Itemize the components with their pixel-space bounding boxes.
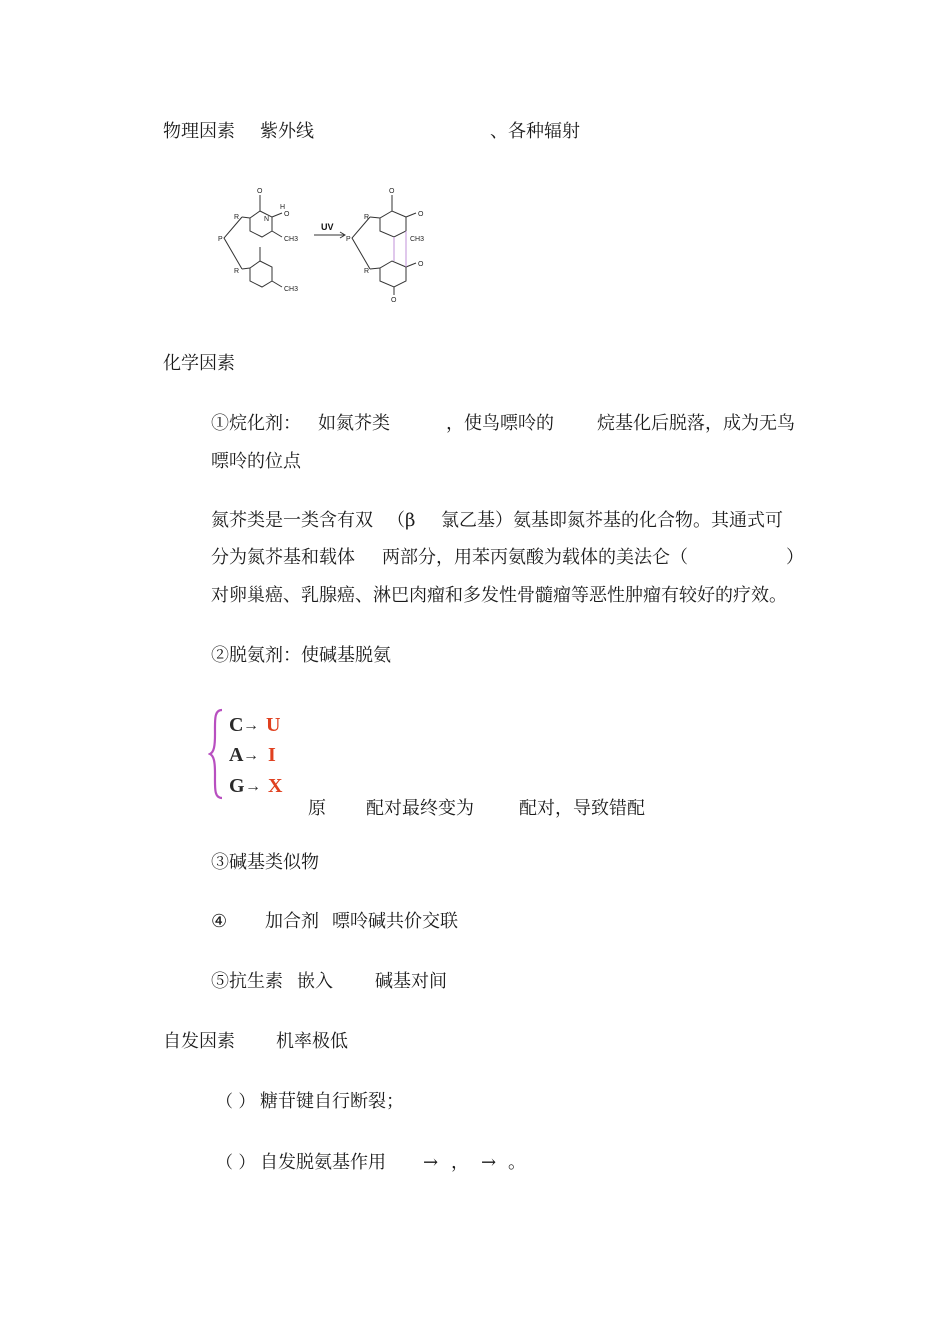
atom-h: H <box>280 204 286 211</box>
mustard-l1b: （β <box>387 510 416 531</box>
adduct-num: ④ <box>211 911 228 932</box>
atom-o5: O <box>418 261 424 268</box>
mustard-l1c: 氯乙基）氨基即氮芥基的化合物。其通式可 <box>441 510 783 531</box>
base-to-x: X <box>268 775 283 797</box>
group-ch3-2: CH3 <box>284 286 299 293</box>
base-from-c: C <box>229 714 244 736</box>
alkylating-desc2: 烷基化后脱落，成为无鸟 <box>597 413 795 434</box>
mustard-l2a: 分为氮芥基和载体 <box>211 547 355 568</box>
mustard-l2b: 两部分，用苯丙氨酸为载体的美法仑（ <box>382 547 688 568</box>
spontaneous-item2-paren: （ ） <box>216 1153 256 1173</box>
arrow-icon: → <box>423 1152 439 1173</box>
arrow-icon: → <box>243 717 259 734</box>
mustard-l1a: 氮芥类是一类含有双 <box>211 510 373 531</box>
pairing-a: 原 <box>308 798 326 819</box>
antibiotic-c: 碱基对间 <box>375 971 447 992</box>
arrow-icon: → <box>245 778 261 795</box>
spontaneous-item2-text: 自发脱氨基作用 <box>260 1152 386 1173</box>
atom-r2: R <box>234 268 240 275</box>
alkylating-line2: 嘌呤的位点 <box>211 451 301 472</box>
arrow-icon: → <box>243 747 259 764</box>
base-to-u: U <box>266 714 281 736</box>
alkylating-desc1: ，使鸟嘌呤的 <box>446 413 554 434</box>
adduct-a: 加合剂 <box>265 911 319 932</box>
atom-o4: O <box>418 211 424 218</box>
comma: ， <box>451 1152 469 1173</box>
atom-n: N <box>264 216 270 223</box>
arrow-icon: → <box>481 1152 497 1173</box>
group-ch3: CH3 <box>284 236 299 243</box>
mustard-l2c: ） <box>786 547 804 568</box>
atom-o3: O <box>389 188 395 195</box>
brace <box>210 710 222 798</box>
atom-r4: R <box>364 268 370 275</box>
atom-r3: R <box>364 214 370 221</box>
atom-o6: O <box>391 297 397 303</box>
chemical-factors-label: 化学因素 <box>163 353 235 374</box>
spontaneous-rate: 机率极低 <box>276 1031 348 1052</box>
period: 。 <box>508 1152 526 1173</box>
antibiotic-a: ⑤抗生素 <box>211 971 283 992</box>
pairing-b: 配对最终变为 <box>366 798 474 819</box>
physical-item-uv: 紫外线 <box>260 121 314 142</box>
atom-p2: P <box>346 236 351 243</box>
base-change-diagram <box>208 706 298 802</box>
atom-o2: O <box>284 211 290 218</box>
thymine-dimer-figure <box>210 183 450 303</box>
physical-factors-label: 物理因素 <box>163 121 235 142</box>
alkylating-example: 如氮芥类 <box>318 413 390 434</box>
uv-arrow-label: UV <box>321 222 334 232</box>
spontaneous-item1-text: 糖苷键自行断裂； <box>260 1091 404 1112</box>
alkylating-head: ①烷化剂： <box>211 413 301 434</box>
group-ch3-3: CH3 <box>410 236 425 243</box>
atom-p: P <box>218 236 223 243</box>
pairing-c: 配对，导致错配 <box>519 798 645 819</box>
adduct-b: 嘌呤碱共价交联 <box>332 911 458 932</box>
spontaneous-item1-paren: （ ） <box>216 1092 256 1112</box>
antibiotic-b: 嵌入 <box>297 971 333 992</box>
spontaneous-factors-label: 自发因素 <box>163 1031 235 1052</box>
base-to-i: I <box>268 744 276 766</box>
physical-item-radiation: 、各种辐射 <box>490 121 580 142</box>
base-analogs: ③碱基类似物 <box>211 852 319 873</box>
base-from-a: A <box>229 744 244 766</box>
mustard-l3: 对卵巢癌、乳腺癌、淋巴肉瘤和多发性骨髓瘤等恶性肿瘤有较好的疗效。 <box>211 585 787 606</box>
deaminating-head: ②脱氨剂：使碱基脱氨 <box>211 645 391 666</box>
base-from-g: G <box>229 775 245 797</box>
atom-o: O <box>257 188 263 195</box>
atom-r: R <box>234 214 240 221</box>
